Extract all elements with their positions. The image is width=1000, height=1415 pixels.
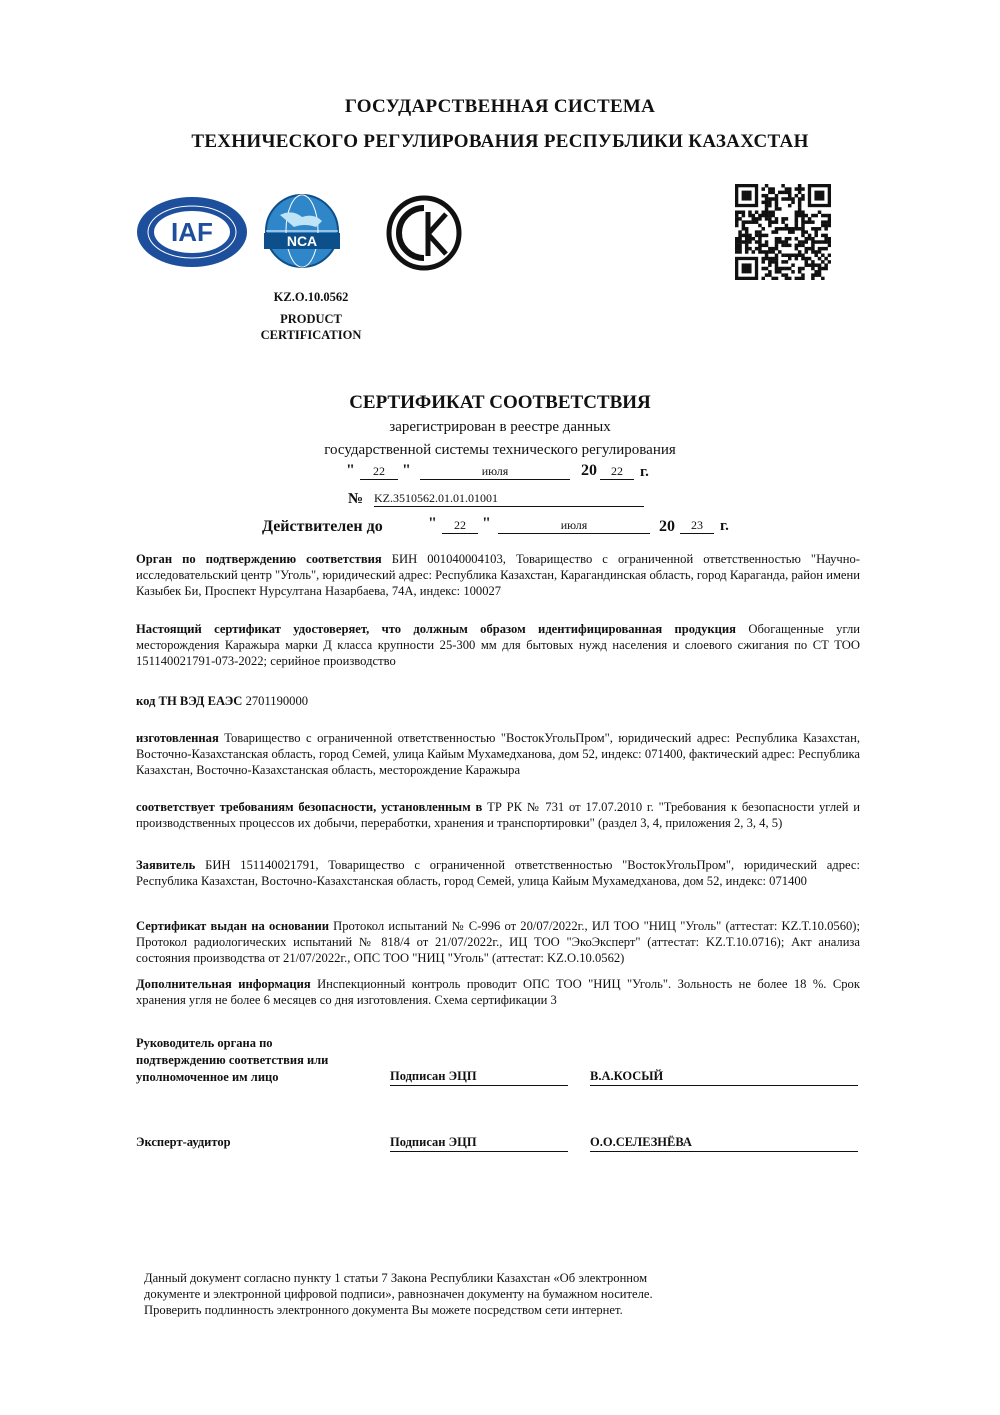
head-label-line3: уполномоченное им лицо <box>136 1070 279 1084</box>
reg-year-suffix: г. <box>640 464 649 480</box>
qr-code-icon <box>735 184 831 280</box>
basis-paragraph <box>136 918 860 966</box>
basis-text: Протокол испытаний № С-996 от 20/07/2022г., ИЛ ТОО "НИЦ "Уголь" (аттестат: KZ.T.10.0560); Протокол радиологических испытаний № 818/4 от 21/07/2022г., ИЦ ТОО "ЭкоЭксперт" (аттестат: KZ.T.10.0716); Акт анализа состояния производства от 21/07/2022г., ОПС ТОО "НИЦ "Уголь" (аттестат: KZ.O.10.0562) <box>136 919 860 965</box>
product-text: Обогащенные угли месторождения Каражыра марки Д класса крупности 25-300 мм для бытовых нужд населения и слоевого сжигания по СТ ТОО 151140021791-073-2022; серийное производство <box>136 622 860 668</box>
footer-line3: Проверить подлинность электронного документа Вы можете посредством сети интернет. <box>144 1303 623 1317</box>
footer-note <box>144 1270 764 1318</box>
code-label: код ТН ВЭД ЕАЭС <box>136 694 243 708</box>
requirements-paragraph <box>136 799 860 831</box>
valid-quote-open: " <box>428 515 437 532</box>
applicant-paragraph <box>136 857 860 889</box>
valid-day: 22 <box>442 518 478 534</box>
footer-line1: Данный документ согласно пункту 1 статьи 7 Закона Республики Казахстан «Об электронном <box>144 1271 648 1285</box>
valid-month: июля <box>498 518 650 534</box>
reg-quote-open: " <box>346 462 355 479</box>
valid-label: Действителен до <box>262 518 383 535</box>
nca-globe-logo <box>258 193 346 271</box>
code-paragraph <box>136 693 860 709</box>
accreditation-number: KZ.O.10.0562 <box>273 290 349 304</box>
certification-body-paragraph <box>136 551 860 599</box>
valid-year: 23 <box>680 518 714 534</box>
applicant-label: Заявитель <box>136 858 196 872</box>
head-label-line2: подтверждению соответствия или <box>136 1053 329 1067</box>
expert-name: О.О.СЕЛЕЗНЁВА <box>590 1134 858 1152</box>
reg-year-prefix: 20 <box>581 462 597 479</box>
product-cert-line2: CERTIFICATION <box>260 328 362 342</box>
reg-quote-close: " <box>402 462 411 479</box>
certificate-number: KZ.3510562.01.01.01001 <box>374 491 644 507</box>
header-title-line2: ТЕХНИЧЕСКОГО РЕГУЛИРОВАНИЯ РЕСПУБЛИКИ КАЗАХСТАН <box>191 131 809 152</box>
manufacturer-label: изготовленная <box>136 731 219 745</box>
reg-year: 22 <box>600 464 634 480</box>
registered-line1: зарегистрирован в реестре данных <box>389 419 611 435</box>
code-text: 2701190000 <box>245 694 309 708</box>
valid-year-suffix: г. <box>720 518 729 534</box>
additional-paragraph <box>136 976 860 1008</box>
additional-label: Дополнительная информация <box>136 977 311 991</box>
valid-quote-close: " <box>482 515 491 532</box>
product-label: Настоящий сертификат удостоверяет, что должным образом идентифицированная продукция <box>136 622 736 636</box>
iaf-logo <box>136 196 248 268</box>
basis-label: Сертификат выдан на основании <box>136 919 329 933</box>
requirements-text: ТР РК № 731 от 17.07.2010 г. "Требования к безопасности углей и производственных процессов их добычи, переработки, хранения и транспортировки" (раздел 3, 4, приложения 2, 3, 4, 5) <box>136 800 860 830</box>
product-paragraph <box>136 621 860 669</box>
certification-body-label: Орган по подтверждению соответствия <box>136 552 382 566</box>
number-label: № <box>348 491 364 507</box>
certification-body-text: БИН 001040004103, Товарищество с ограниченной ответственностью "Научно-исследовательский центр "Уголь", юридический адрес: Республика Казахстан, Карагандинская область, город Караганда, район имени Казыбек Би, Проспект Нурсултана Назарбаева, 74А, индекс: 100027 <box>136 552 860 598</box>
head-label-line1: Руководитель органа по <box>136 1036 273 1050</box>
manufacturer-paragraph <box>136 730 860 778</box>
certificate-title: СЕРТИФИКАТ СООТВЕТСТВИЯ <box>349 392 651 413</box>
additional-text: Инспекционный контроль проводит ОПС ТОО "НИЦ "Уголь". Зольность не более 18 %. Срок хранения угля не более 6 месяцев со дня изготовления. Схема сертификации 3 <box>136 977 860 1007</box>
expert-label: Эксперт-аудитор <box>136 1135 231 1149</box>
footer-line2: документе и электронной цифровой подписи», равнозначен документу на бумажном носителе. <box>144 1287 653 1301</box>
ks-mark-logo <box>384 194 464 272</box>
iaf-logo-text: IAF <box>171 217 213 247</box>
header-title-line1: ГОСУДАРСТВЕННАЯ СИСТЕМА <box>344 96 656 117</box>
head-label <box>136 1035 328 1086</box>
head-name: В.А.КОСЫЙ <box>590 1068 858 1086</box>
product-cert-line1: PRODUCT <box>280 312 342 326</box>
requirements-label: соответствует требованиям безопасности, установленным в <box>136 800 483 814</box>
valid-year-prefix: 20 <box>659 518 675 535</box>
expert-signature: Подписан ЭЦП <box>390 1134 568 1152</box>
nca-logo-text: NCA <box>286 233 318 249</box>
manufacturer-text: Товарищество с ограниченной ответственностью "ВостокУгольПром", юридический адрес: Республика Казахстан, Восточно-Казахстанская область, город Семей, улица Кайым Мухамедханова, дом 52, индекс: 071400, фактический адрес: Республика Казахстан, Восточно-Казахстанская область, месторождение Каражыра <box>136 731 860 777</box>
reg-day: 22 <box>360 464 398 480</box>
head-signature: Подписан ЭЦП <box>390 1068 568 1086</box>
registered-line2: государственной системы технического регулирования <box>324 442 676 458</box>
applicant-text: БИН 151140021791, Товарищество с ограниченной ответственностью "ВостокУгольПром", юридический адрес: Республика Казахстан, Восточно-Казахстанская область, город Семей, улица Кайым Мухамедханова, дом 52, индекс: 071400 <box>136 858 860 888</box>
reg-month: июля <box>420 464 570 480</box>
